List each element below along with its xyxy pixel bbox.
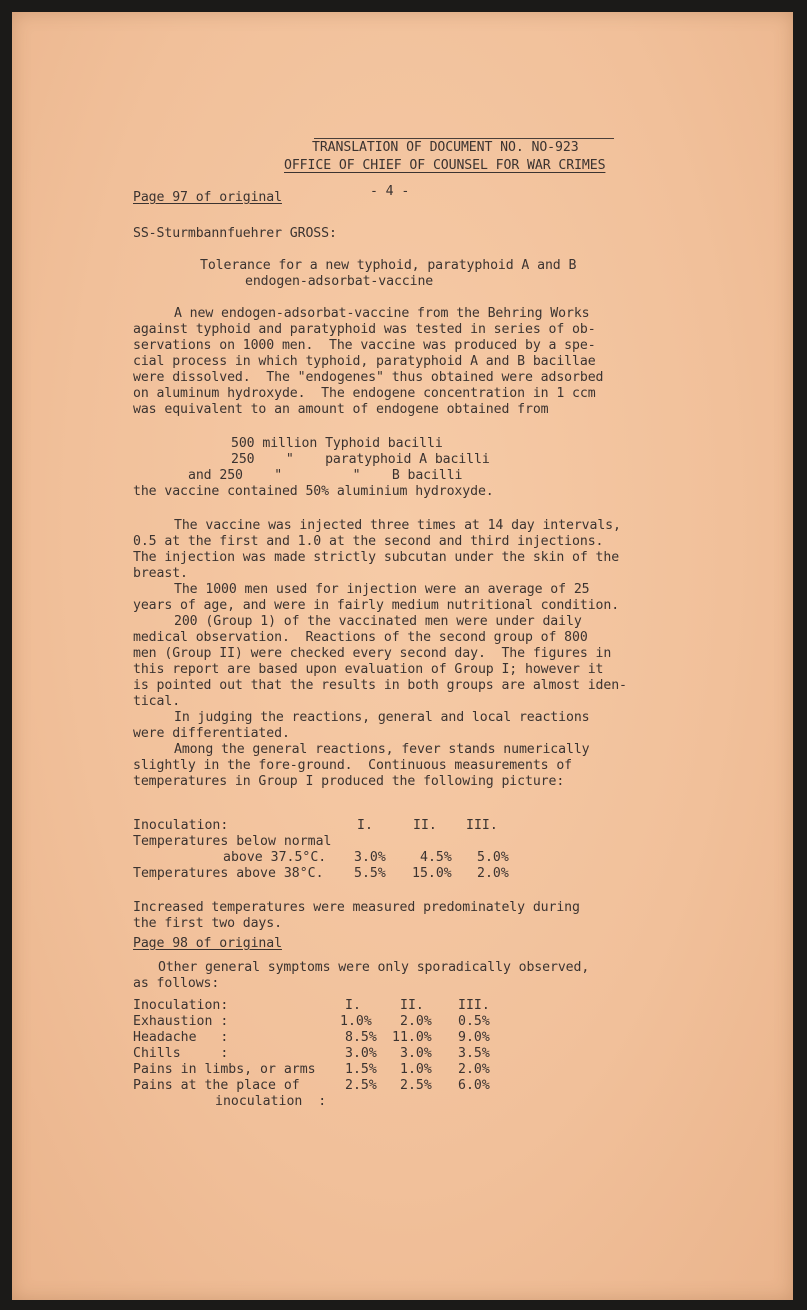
para2-line: breast. xyxy=(133,566,188,581)
author-line: SS-Sturmbannfuehrer GROSS: xyxy=(133,226,337,241)
para1-line: servations on 1000 men. The vaccine was produced by a spe- xyxy=(133,338,596,353)
para1-line: A new endogen-adsorbat-vaccine from the Behring Works xyxy=(174,306,590,321)
para2-line: tical. xyxy=(133,694,181,709)
para4-line: Other general symptoms were only sporadically observed, xyxy=(158,960,590,975)
table2-row-label: Pains in limbs, or arms xyxy=(133,1062,316,1077)
table1-cell: 15.0% xyxy=(412,866,452,881)
table2-column-header: III. xyxy=(458,998,490,1013)
para2-line: In judging the reactions, general and local reactions xyxy=(174,710,590,725)
para1-line: on aluminum hydroxyde. The endogene concentration in 1 ccm xyxy=(133,386,596,401)
table1-cell: 3.0% xyxy=(354,850,386,865)
composition-line: 250 " paratyphoid A bacilli xyxy=(231,452,490,467)
table2-cell: 6.0% xyxy=(458,1078,490,1093)
para2-line: The injection was made strictly subcutan under the skin of the xyxy=(133,550,620,565)
para1-line: against typhoid and paratyphoid was tested in series of ob- xyxy=(133,322,596,337)
document-page xyxy=(12,12,793,1300)
table2-cell: 1.0% xyxy=(400,1062,432,1077)
table1-cell: 5.0% xyxy=(477,850,509,865)
para2-line: 0.5 at the first and 1.0 at the second and third injections. xyxy=(133,534,604,549)
table2-column-header: II. xyxy=(400,998,424,1013)
para2-line: were differentiated. xyxy=(133,726,290,741)
title-line-1: Tolerance for a new typhoid, paratyphoid A and B xyxy=(200,258,577,273)
para2-line: The 1000 men used for injection were an average of 25 xyxy=(174,582,590,597)
para2-line: temperatures in Group I produced the following picture: xyxy=(133,774,565,789)
title-line-2: endogen-adsorbat-vaccine xyxy=(245,274,434,289)
table1-cell: 2.0% xyxy=(477,866,509,881)
para2-line: men (Group II) were checked every second day. The figures in xyxy=(133,646,612,661)
table2-cell: 2.5% xyxy=(345,1078,377,1093)
table2-cell: 2.0% xyxy=(400,1014,432,1029)
para2-line: this report are based upon evaluation of Group I; however it xyxy=(133,662,604,677)
table2-cell: 2.0% xyxy=(458,1062,490,1077)
para2-line: years of age, and were in fairly medium nutritional condition. xyxy=(133,598,620,613)
table2-row-label: Headache : xyxy=(133,1030,229,1045)
table1-row-label: Temperatures above 38°C. xyxy=(133,866,324,881)
table2-cell: 0.5% xyxy=(458,1014,490,1029)
table2-cell: 3.0% xyxy=(345,1046,377,1061)
table2-header-label: Inoculation: xyxy=(133,998,229,1013)
table2-cell: 3.0% xyxy=(400,1046,432,1061)
page-reference: Page 97 of original xyxy=(133,190,282,205)
para1-line: were dissolved. The "endogenes" thus obtained were adsorbed xyxy=(133,370,604,385)
para2-line: The vaccine was injected three times at 14 day intervals, xyxy=(174,518,621,533)
table2-cell: 9.0% xyxy=(458,1030,490,1045)
page-number: - 4 - xyxy=(370,184,410,199)
para2-line: is pointed out that the results in both groups are almost iden- xyxy=(133,678,627,693)
table1-subheader: Temperatures below normal xyxy=(133,834,332,849)
para2-line: slightly in the fore-ground. Continuous measurements of xyxy=(133,758,573,773)
para4-line: as follows: xyxy=(133,976,220,991)
table1-column-header: I. xyxy=(357,818,373,833)
table2-row-label-continued: inoculation : xyxy=(215,1094,327,1109)
table2-cell: 1.5% xyxy=(345,1062,377,1077)
table2-cell: 11.0% xyxy=(392,1030,432,1045)
header-line-1: TRANSLATION OF DOCUMENT NO. NO-923 xyxy=(312,140,579,155)
table2-column-header: I. xyxy=(345,998,361,1013)
table2-cell: 2.5% xyxy=(400,1078,432,1093)
header-line-2: OFFICE OF CHIEF OF COUNSEL FOR WAR CRIMES xyxy=(284,158,606,173)
table1-column-header: III. xyxy=(466,818,498,833)
para1-line: cial process in which typhoid, paratyphoid A and B bacillae xyxy=(133,354,596,369)
table2-row-label: Chills : xyxy=(133,1046,229,1061)
table2-cell: 1.0% xyxy=(340,1014,372,1029)
para1-line: was equivalent to an amount of endogene obtained from xyxy=(133,402,549,417)
composition-line: the vaccine contained 50% aluminium hydroxyde. xyxy=(133,484,494,499)
table2-cell: 3.5% xyxy=(458,1046,490,1061)
table1-row-label: above 37.5°C. xyxy=(223,850,327,865)
table1-header-label: Inoculation: xyxy=(133,818,229,833)
table2-cell: 8.5% xyxy=(345,1030,377,1045)
table2-row-label: Exhaustion : xyxy=(133,1014,229,1029)
header-overline xyxy=(314,138,614,139)
table1-cell: 5.5% xyxy=(354,866,386,881)
para3-line: Increased temperatures were measured predominately during xyxy=(133,900,580,915)
composition-line: and 250 " " B bacilli xyxy=(188,468,463,483)
table1-column-header: II. xyxy=(413,818,437,833)
para3-line: the first two days. xyxy=(133,916,282,931)
para2-line: 200 (Group 1) of the vaccinated men were under daily xyxy=(174,614,582,629)
table1-cell: 4.5% xyxy=(420,850,452,865)
page-reference: Page 98 of original xyxy=(133,936,282,951)
table2-row-label: Pains at the place of xyxy=(133,1078,300,1093)
para2-line: medical observation. Reactions of the second group of 800 xyxy=(133,630,588,645)
composition-line: 500 million Typhoid bacilli xyxy=(231,436,443,451)
para2-line: Among the general reactions, fever stands numerically xyxy=(174,742,590,757)
